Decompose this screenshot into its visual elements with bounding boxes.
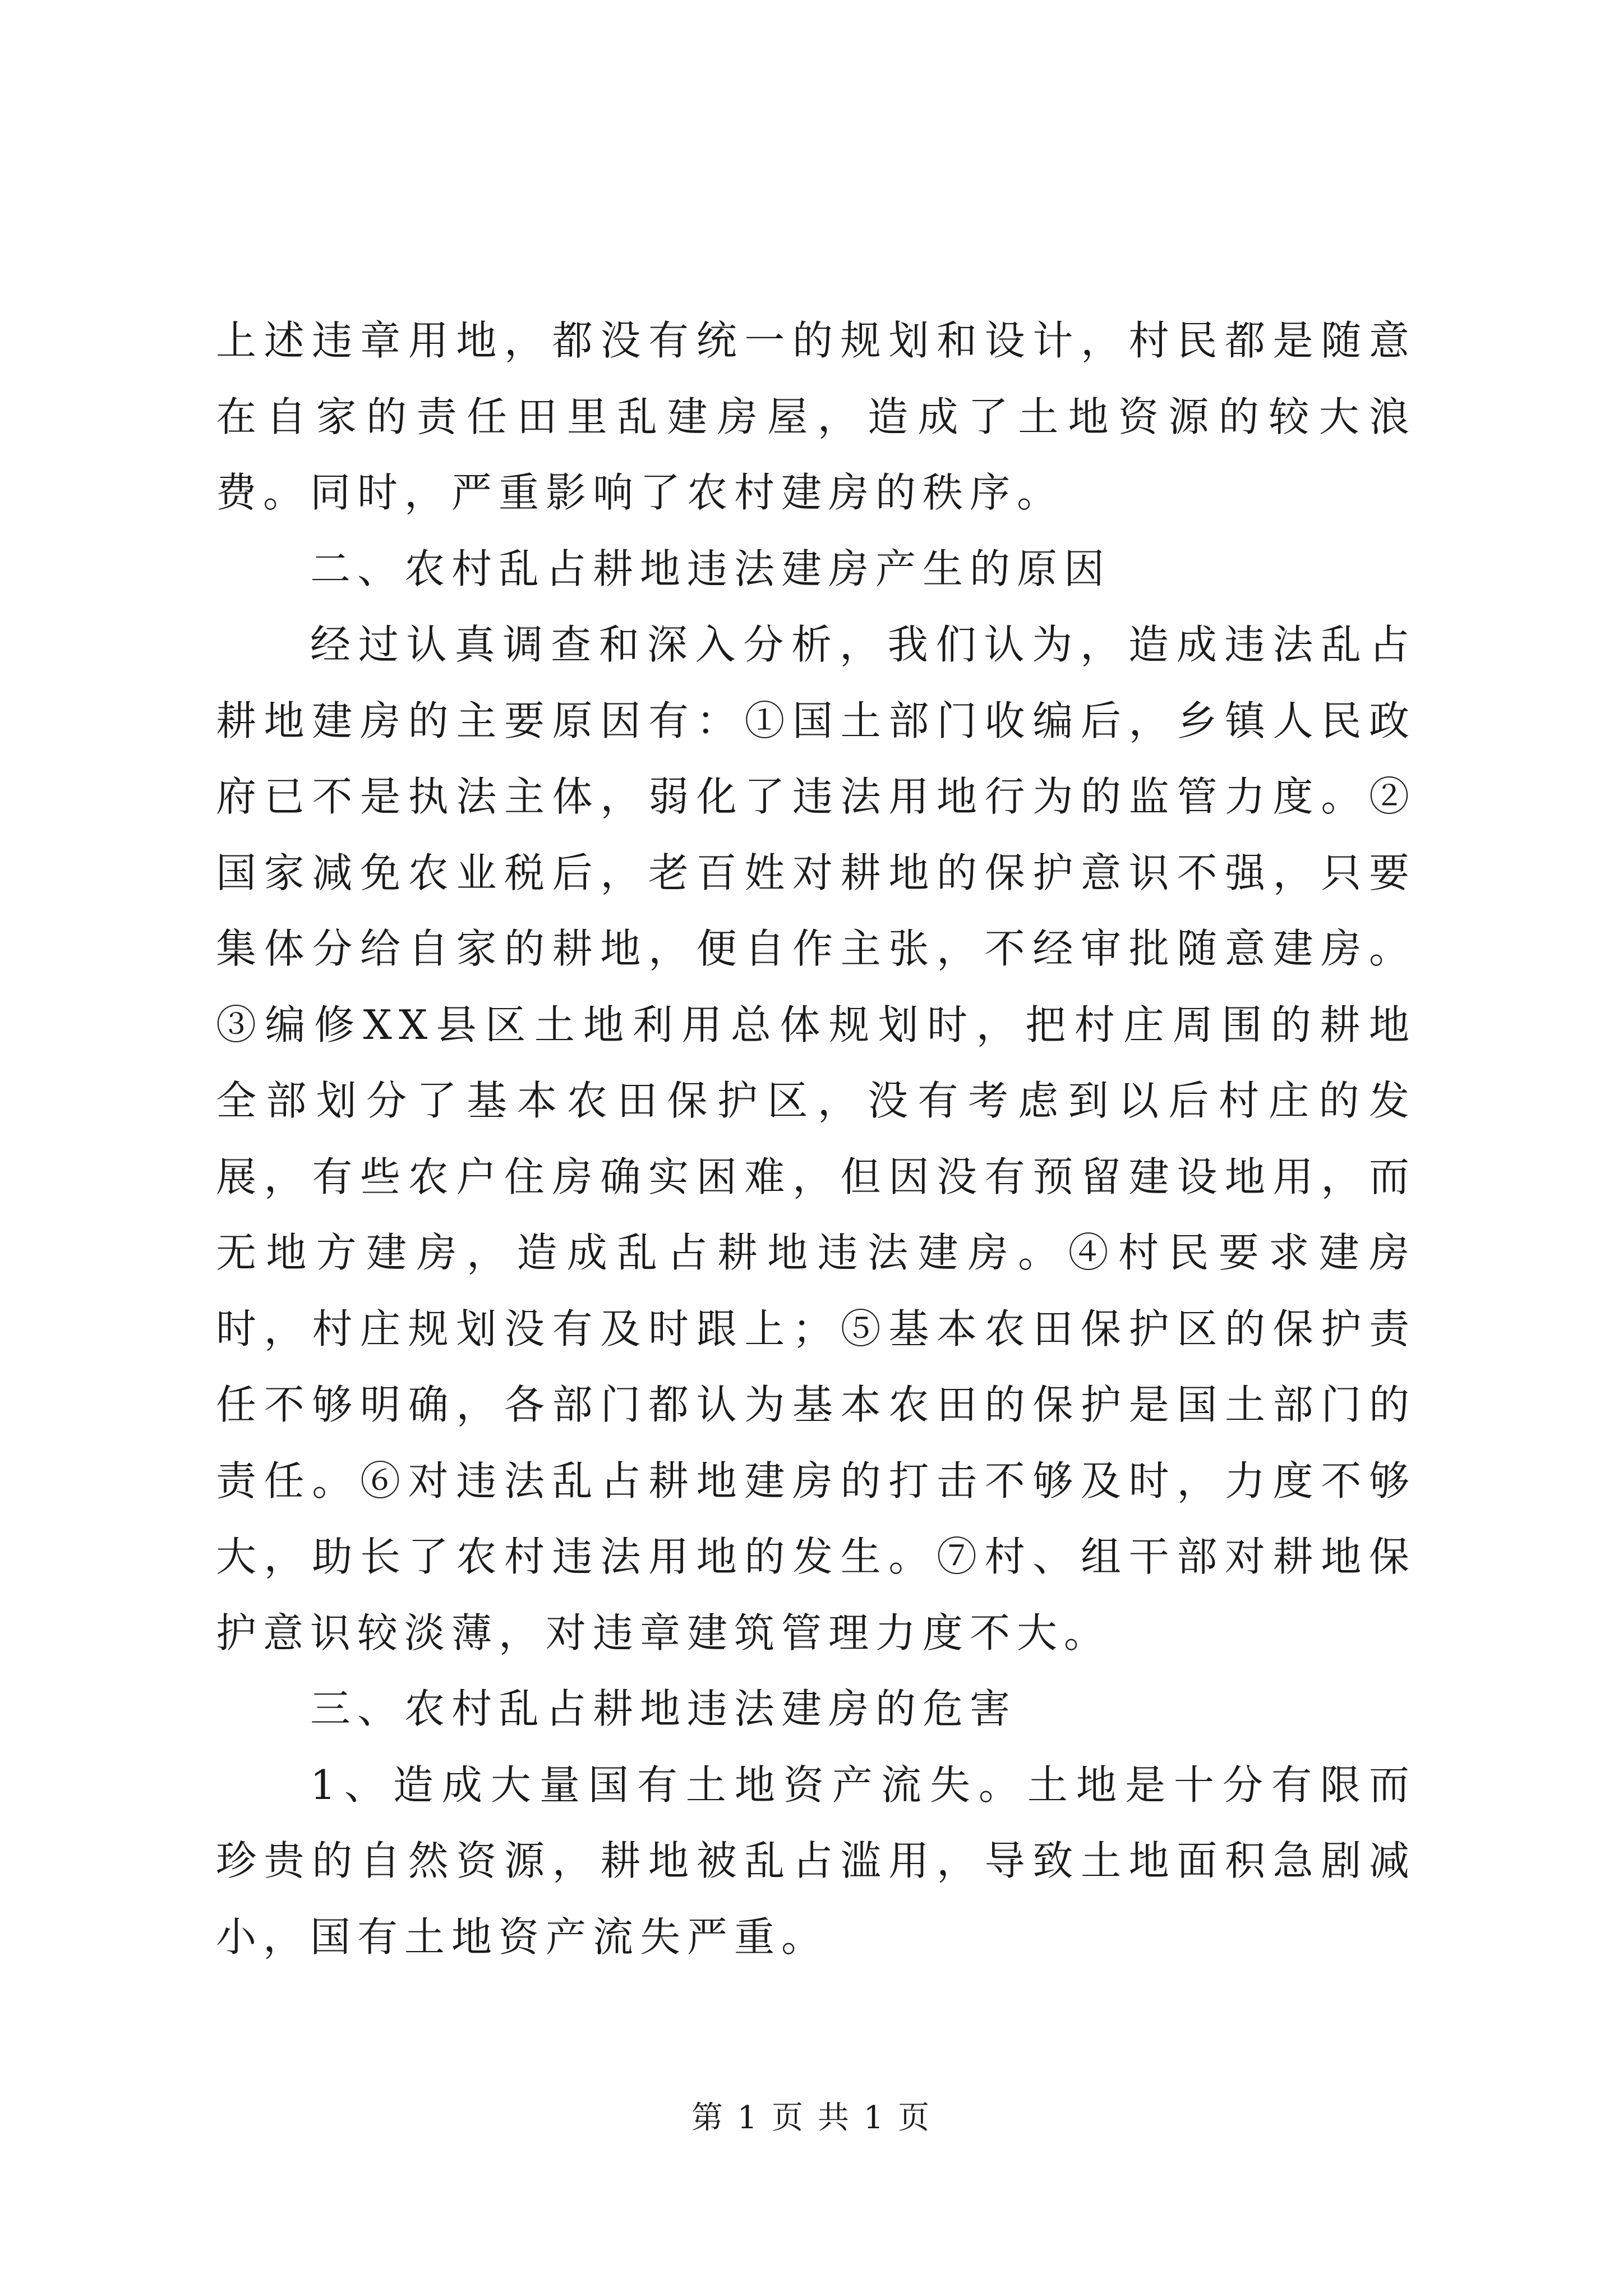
section-heading-harms: 三、农村乱占耕地违法建房的危害 — [310, 1685, 1017, 1732]
paragraph-causes: 经过认真调查和深入分析，我们认为，造成违法乱占耕地建房的主要原因有：①国土部门收编后，乡镇人民政府已不是执法主体，弱化了违法用地行为的监管力度。②国家减免农业税后，老百姓对耕地的保护意识不强，只要集体分给自家的耕地，便自作主张，不经审批随意建房。③编修XX县区土地利用总体规划时，把村庄周围的耕地全部划分了基本农田保护区，没有考虑到以后村庄的发展，有些农户住房确实困难，但因没有预留建设地用，而无地方建房，造成乱占耕地违法建房。④村民要求建房时，村庄规划没有及时跟上；⑤基本农田保护区的保护责任不够明确，各部门都认为基本农田的保护是国土部门的责任。⑥对违法乱占耕地建房的打击不够及时，力度不够大，助长了农村违法用地的发生。⑦村、组干部对耕地保护意识较淡薄，对违章建筑管理力度不大。 — [216, 621, 1416, 1657]
paragraph-harm-1: 1、造成大量国有土地资产流失。土地是十分有限而珍贵的自然资源，耕地被乱占滥用，导致土地面积急剧减小，国有土地资产流失严重。 — [216, 1761, 1416, 1961]
document-body — [216, 303, 1416, 1975]
section-heading-causes: 二、农村乱占耕地违法建房产生的原因 — [310, 545, 1112, 592]
page-footer: 第 1 页 共 1 页 — [691, 2100, 932, 2136]
paragraph-continuation: 上述违章用地，都没有统一的规划和设计，村民都是随意在自家的责任田里乱建房屋，造成了土地资源的较大浪费。同时，严重影响了农村建房的秩序。 — [216, 317, 1416, 516]
